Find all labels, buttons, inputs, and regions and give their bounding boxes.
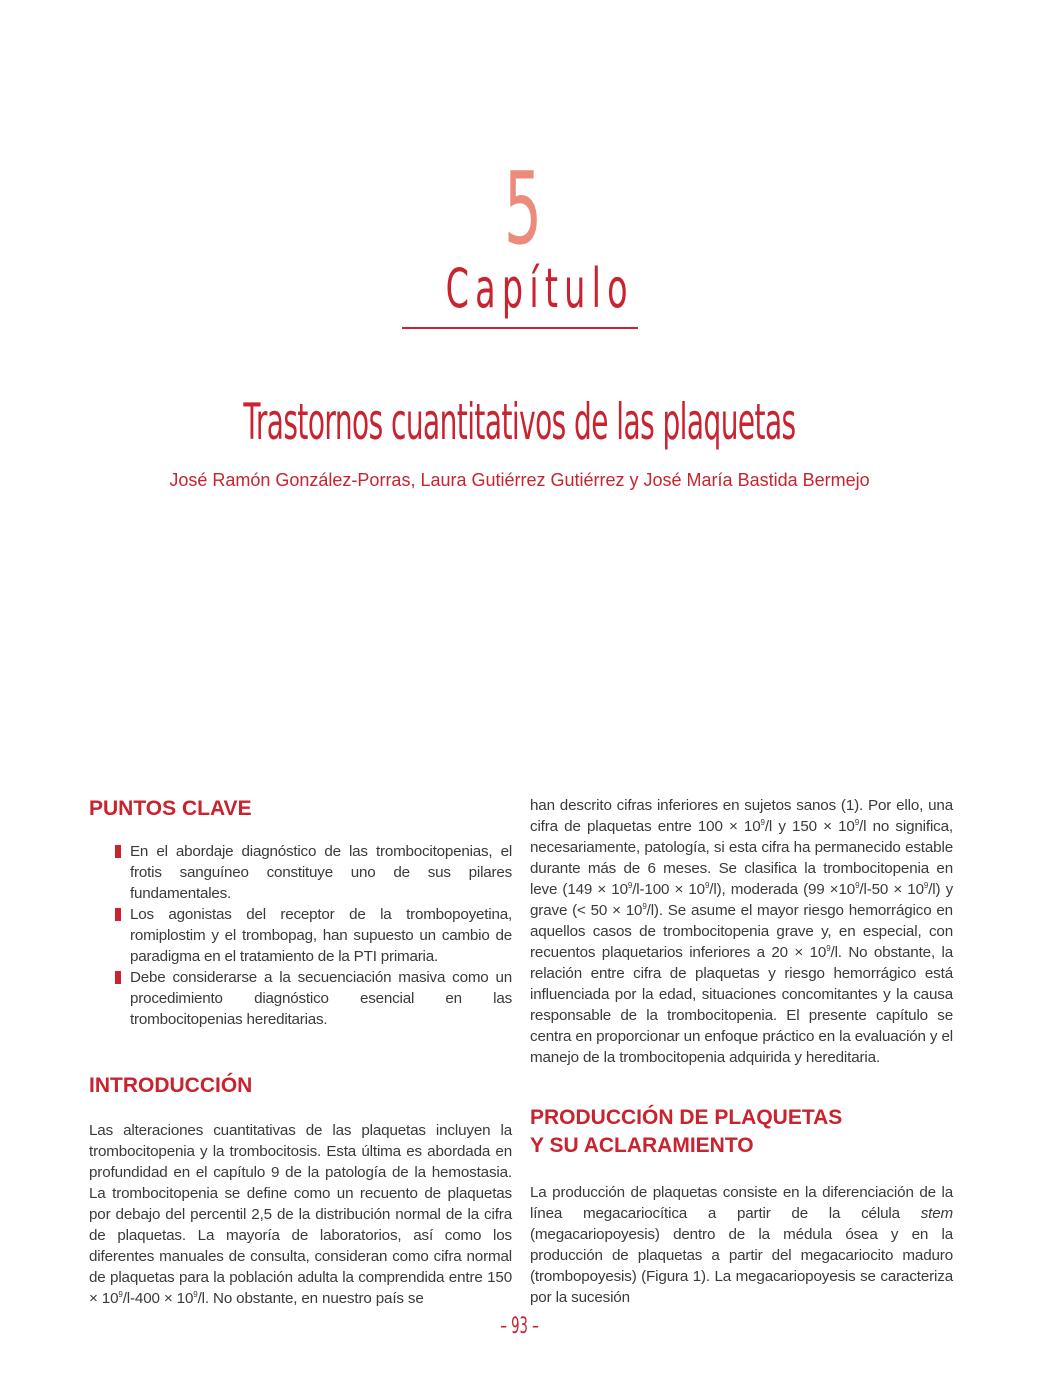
key-point-item xyxy=(130,841,512,904)
chapter-underline-divider xyxy=(402,327,638,329)
production-text: La producción de plaquetas consiste en la diferenciación de la línea megacariocítica a partir de la célula xyxy=(530,1184,953,1222)
production-heading xyxy=(530,1104,953,1160)
key-points-list xyxy=(89,841,512,1030)
intro-text: /l). Se asume el mayor riesgo hemorrágico en aquellos casos de trombocitopenia grave y, en especial, con recuentos plaquetarios inferiores a 20 × 10 xyxy=(530,902,953,961)
production-heading-line: PRODUCCIÓN DE PLAQUETAS xyxy=(530,1106,843,1129)
intro-text: /l-50 × 10 xyxy=(859,881,924,898)
square-bullet-icon xyxy=(115,971,121,984)
right-column xyxy=(530,795,953,1308)
intro-text: /l y 150 × 10 xyxy=(764,818,855,835)
introduction-heading: INTRODUCCIÓN xyxy=(89,1074,253,1097)
chapter-number: 5 xyxy=(503,150,543,267)
introduction-paragraph xyxy=(89,1120,512,1309)
page-number: – 93 – xyxy=(500,1314,539,1339)
intro-text: /l-100 × 10 xyxy=(632,881,705,898)
key-point-text: En el abordaje diagnóstico de las trombocitopenias, el frotis sanguíneo constituye uno de sus pilares fundamentales. xyxy=(130,843,512,902)
intro-text: /l), moderada (99 ×10 xyxy=(709,881,856,898)
intro-text: Las alteraciones cuantitativas de las plaquetas incluyen la trombocitopenia y la trombocitosis. Esta última es abordada en profundidad en el capítulo 9 de la patología de la hemostasia. La trombocitopenia se define como un recuento de plaquetas por debajo del percentil 2,5 de la distribución normal de la cifra de plaquetas. La mayoría de laboratorios, así como los diferentes manuales de consulta, consideran como cifra normal de plaquetas para la población adulta la comprendida entre 150 × 10 xyxy=(89,1122,512,1307)
superscript: 9 xyxy=(627,881,633,890)
production-paragraph xyxy=(530,1182,953,1308)
intro-text: /l) y grave (< 50 × 10 xyxy=(530,881,954,919)
superscript: 9 xyxy=(760,818,765,827)
superscript: 9 xyxy=(193,1290,198,1299)
key-points-heading: PUNTOS CLAVE xyxy=(89,797,252,820)
superscript: 9 xyxy=(118,1290,123,1299)
superscript: 9 xyxy=(826,944,831,953)
superscript: 9 xyxy=(642,902,647,911)
key-point-item xyxy=(130,904,512,967)
intro-text: /l-400 × 10 xyxy=(122,1290,194,1307)
key-point-item xyxy=(130,967,512,1030)
intro-text: /l. No obstante, en nuestro país se xyxy=(197,1290,424,1307)
superscript: 9 xyxy=(923,881,929,890)
introduction-continued-paragraph xyxy=(530,795,953,1068)
chapter-authors: José Ramón González-Porras, Laura Gutiérrez Gutiérrez y José María Bastida Bermejo xyxy=(169,470,870,490)
intro-text: /l. No obstante, la relación entre cifra de plaquetas y riesgo hemorrágico está influenciada por la edad, situaciones concomitantes y la causa responsable de la trombocitopenia. El presente capítulo se centra en proporcionar un enfoque práctico en la evaluación y el manejo de la trombocitopenia adquirida y hereditaria. xyxy=(530,944,953,1066)
key-point-text: Debe considerarse a la secuenciación masiva como un procedimiento diagnóstico esencial en las trombocitopenias hereditarias. xyxy=(130,969,512,1028)
superscript: 9 xyxy=(704,881,710,890)
italic-term: stem xyxy=(920,1205,953,1222)
intro-text: han descrito cifras inferiores en sujetos sanos (1). Por ello, una cifra de plaquetas entre 100 × 10 xyxy=(530,797,953,835)
production-text: (megacariopoyesis) dentro de la médula ósea y en la producción de plaquetas a partir del megacariocito maduro (trombopoyesis) (Figura 1). La megacariopoyesis se caracteriza por la sucesión xyxy=(530,1226,953,1306)
key-point-text: Los agonistas del receptor de la trombopoyetina, romiplostim y el trombopag, han supuesto un cambio de paradigma en el tratamiento de la PTI primaria. xyxy=(130,906,512,965)
intro-text: /l no significa, necesariamente, patología, si esta cifra ha permanecido estable durante más de 6 meses. Se clasifica la trombocitopenia en leve (149 × 10 xyxy=(530,818,953,898)
superscript: 9 xyxy=(854,818,860,827)
production-heading-line: Y SU ACLARAMIENTO xyxy=(530,1134,754,1157)
square-bullet-icon xyxy=(115,845,121,858)
square-bullet-icon xyxy=(115,908,121,921)
left-column xyxy=(89,795,512,1309)
superscript: 9 xyxy=(855,881,860,890)
chapter-label: Capítulo xyxy=(445,257,634,320)
chapter-title: Trastornos cuantitativos de las plaquetas xyxy=(243,393,796,451)
